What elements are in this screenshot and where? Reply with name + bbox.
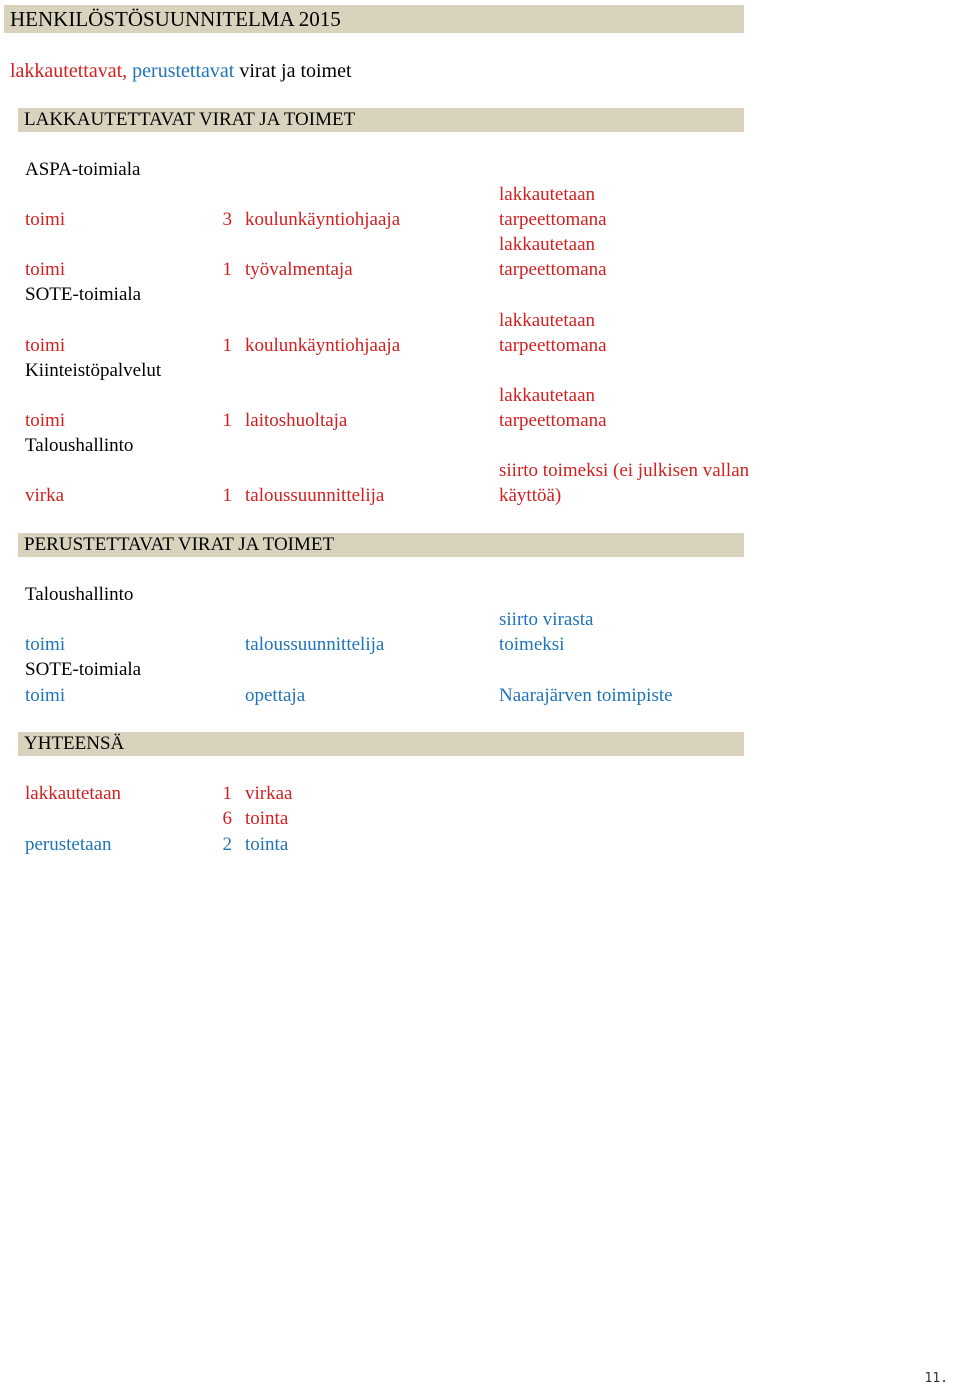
group-label: Taloushallinto bbox=[25, 435, 134, 456]
row-type: virka bbox=[25, 485, 65, 506]
action-line2: toimeksi bbox=[499, 634, 565, 655]
total-unit: virkaa bbox=[245, 783, 293, 804]
row-title: työvalmentaja bbox=[245, 259, 353, 280]
action-line1: Naarajärven toimipiste bbox=[499, 685, 673, 706]
total-count: 1 bbox=[222, 783, 232, 804]
total-unit: tointa bbox=[245, 834, 289, 855]
row-count: 3 bbox=[222, 209, 232, 230]
page-title: HENKILÖSTÖSUUNNITELMA 2015 bbox=[4, 5, 744, 33]
subtitle-perustettavat: perustettavat bbox=[132, 60, 235, 82]
action-line1: siirto virasta bbox=[499, 609, 594, 630]
section-header-lakkautettavat: LAKKAUTETTAVAT VIRAT JA TOIMET bbox=[18, 108, 744, 132]
action-line1: lakkautetaan bbox=[499, 310, 596, 331]
total-count: 2 bbox=[222, 834, 232, 855]
action-line2: tarpeettomana bbox=[499, 335, 607, 356]
action-line2: käyttöä) bbox=[499, 485, 562, 506]
section-header-perustettavat: PERUSTETTAVAT VIRAT JA TOIMET bbox=[18, 533, 744, 557]
action-line2: tarpeettomana bbox=[499, 209, 607, 230]
subtitle bbox=[10, 59, 352, 84]
row-title: koulunkäyntiohjaaja bbox=[245, 209, 401, 230]
row-count: 1 bbox=[222, 335, 232, 356]
subtitle-lakkautettavat: lakkautettavat, bbox=[10, 60, 128, 82]
row-title: taloussuunnittelija bbox=[245, 634, 385, 655]
group-label: SOTE-toimiala bbox=[25, 284, 142, 305]
action-line1: lakkautetaan bbox=[499, 184, 596, 205]
row-type: toimi bbox=[25, 410, 66, 431]
action-line1: lakkautetaan bbox=[499, 385, 596, 406]
row-type: toimi bbox=[25, 209, 66, 230]
subtitle-rest: virat ja toimet bbox=[239, 60, 352, 82]
action-line1: lakkautetaan bbox=[499, 234, 596, 255]
total-count: 6 bbox=[222, 808, 232, 829]
row-title: laitoshuoltaja bbox=[245, 410, 348, 431]
row-title: taloussuunnittelija bbox=[245, 485, 385, 506]
row-title: koulunkäyntiohjaaja bbox=[245, 335, 401, 356]
row-count: 1 bbox=[222, 259, 232, 280]
row-type: toimi bbox=[25, 259, 66, 280]
group-label: Taloushallinto bbox=[25, 584, 134, 605]
section-header-yhteensa: YHTEENSÄ bbox=[18, 732, 744, 756]
group-label: ASPA-toimiala bbox=[25, 159, 141, 180]
row-count: 1 bbox=[222, 410, 232, 431]
action-line2: tarpeettomana bbox=[499, 410, 607, 431]
row-count: 1 bbox=[222, 485, 232, 506]
action-line1: siirto toimeksi (ei julkisen vallan bbox=[499, 460, 750, 481]
total-label: lakkautetaan bbox=[25, 783, 122, 804]
row-type: toimi bbox=[25, 634, 66, 655]
row-title: opettaja bbox=[245, 685, 306, 706]
page-number: 11. bbox=[924, 1371, 948, 1386]
group-label: SOTE-toimiala bbox=[25, 659, 142, 680]
row-type: toimi bbox=[25, 685, 66, 706]
action-line2: tarpeettomana bbox=[499, 259, 607, 280]
total-unit: tointa bbox=[245, 808, 289, 829]
total-label: perustetaan bbox=[25, 834, 112, 855]
group-label: Kiinteistöpalvelut bbox=[25, 360, 162, 381]
row-type: toimi bbox=[25, 335, 66, 356]
